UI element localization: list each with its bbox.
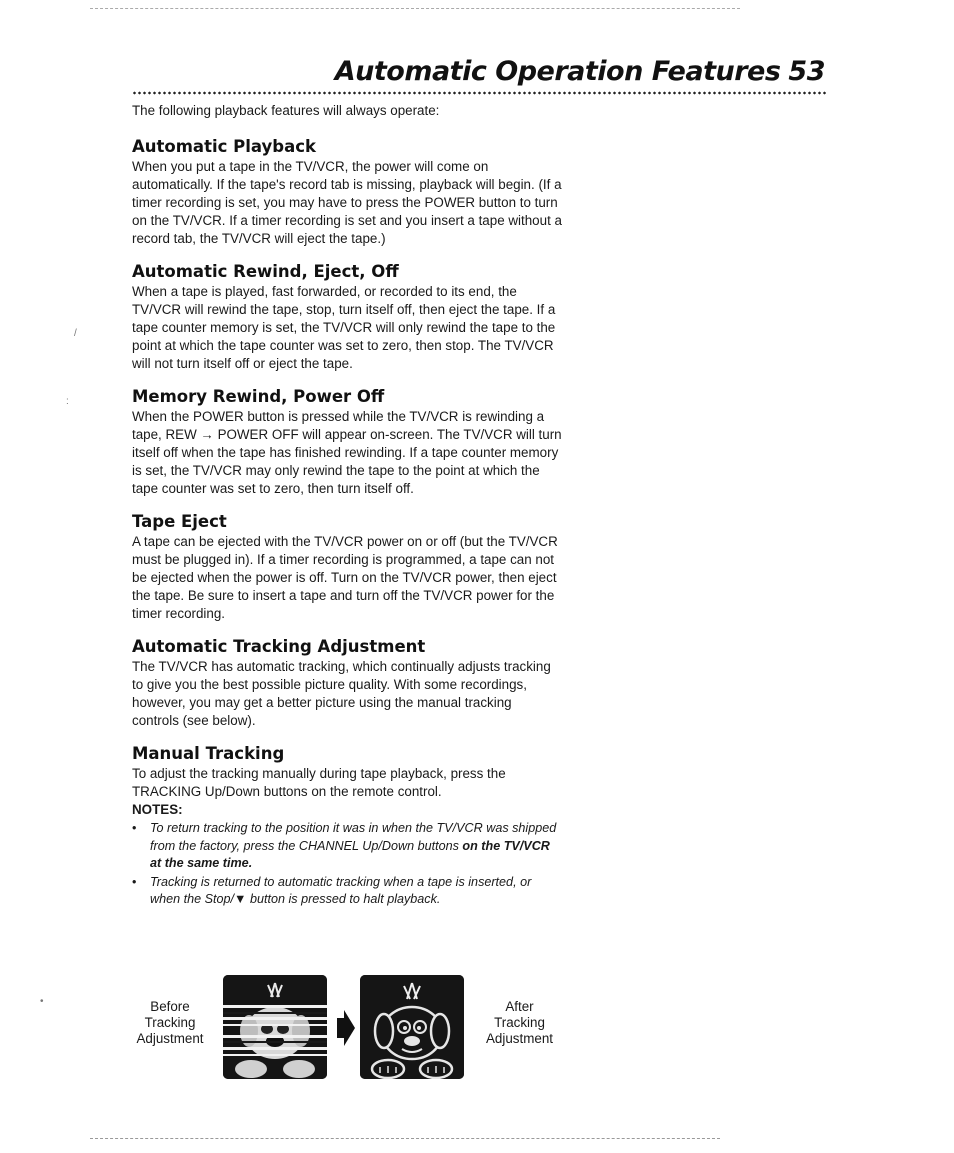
section-manual-tracking bbox=[132, 744, 562, 909]
scan-speck: / bbox=[74, 328, 77, 339]
page-number: 53 bbox=[788, 56, 825, 87]
right-arrow-icon bbox=[337, 1008, 355, 1048]
after-caption: After Tracking Adjustment bbox=[486, 999, 553, 1046]
section-heading: Manual Tracking bbox=[132, 744, 285, 763]
intro-text: The following playback features will always operate: bbox=[132, 103, 440, 118]
section-body: When the POWER button is pressed while the TV/VCR is rewinding a tape, REW → POWER OFF will appear on-screen. The TV/VCR will turn itself off when the tape has finished rewinding. If a tape counter memory is set, the TV/VCR may only rewind the tape to the point at which the tape counter was set to zero, then turn itself off. bbox=[132, 409, 562, 496]
clear-dog-screen-icon bbox=[360, 975, 464, 1079]
section-heading: Automatic Playback bbox=[132, 137, 316, 156]
page-title: Automatic Operation Features bbox=[334, 56, 781, 87]
section-tape-eject bbox=[132, 512, 562, 623]
section-automatic-tracking-adjustment bbox=[132, 637, 562, 730]
section-body: When a tape is played, fast forwarded, or recorded to its end, the TV/VCR will rewind the tape, stop, turn itself off, then eject the tape. If a tape counter memory is set, the TV/VCR will only rewind the tape to the point at which the tape counter was set to zero, then stop. The TV/VCR will not turn itself off or eject the tape. bbox=[132, 284, 556, 371]
section-heading: Automatic Tracking Adjustment bbox=[132, 637, 426, 656]
section-heading: Memory Rewind, Power Off bbox=[132, 387, 385, 406]
scan-speck: : bbox=[66, 396, 69, 407]
section-heading: Automatic Rewind, Eject, Off bbox=[132, 262, 399, 281]
note-item: • To return tracking to the position it was in when the TV/VCR was shipped from the factory, press the CHANNEL Up/Down buttons on the TV/VCR at the same time. bbox=[132, 820, 562, 873]
section-heading: Tape Eject bbox=[132, 512, 227, 531]
scan-speck: • bbox=[40, 996, 44, 1007]
section-body: To adjust the tracking manually during tape playback, press the TRACKING Up/Down buttons on the remote control. bbox=[132, 766, 506, 799]
notes-list bbox=[132, 820, 562, 909]
section-automatic-rewind-eject-off bbox=[132, 262, 562, 373]
distorted-dog-screen-icon bbox=[223, 975, 327, 1079]
before-caption: Before Tracking Adjustment bbox=[136, 999, 204, 1046]
main-content bbox=[132, 102, 562, 910]
scan-edge-top bbox=[90, 8, 740, 9]
dotted-rule bbox=[132, 91, 826, 95]
section-body: A tape can be ejected with the TV/VCR power on or off (but the TV/VCR must be plugged in). If a timer recording is programmed, a tape can not be ejected when the power is off. Turn on the TV/VCR power, then eject the tape. Be sure to insert a tape and turn off the TV/VCR power for the timer recording. bbox=[132, 534, 558, 621]
section-memory-rewind-power-off bbox=[132, 387, 562, 498]
page-header bbox=[130, 56, 825, 87]
section-body: The TV/VCR has automatic tracking, which continually adjusts tracking to give you the best possible picture quality. With some recordings, however, you may get a better picture using the manual tracking controls (see below). bbox=[132, 659, 551, 728]
scan-edge-bottom bbox=[90, 1138, 720, 1139]
section-body: When you put a tape in the TV/VCR, the power will come on automatically. If the tape's record tab is missing, playback will begin. (If a timer recording is set, you may have to press the POWER button to turn on the TV/VCR. If a timer recording is set and you insert a tape without a record tab, the TV/VCR will eject the tape.) bbox=[132, 159, 562, 246]
tracking-figure bbox=[130, 975, 570, 1085]
section-automatic-playback bbox=[132, 137, 562, 248]
notes-title: NOTES: bbox=[132, 802, 183, 817]
note-item: • Tracking is returned to automatic tracking when a tape is inserted, or when the Stop/▼ button is pressed to halt playback. bbox=[132, 874, 562, 909]
